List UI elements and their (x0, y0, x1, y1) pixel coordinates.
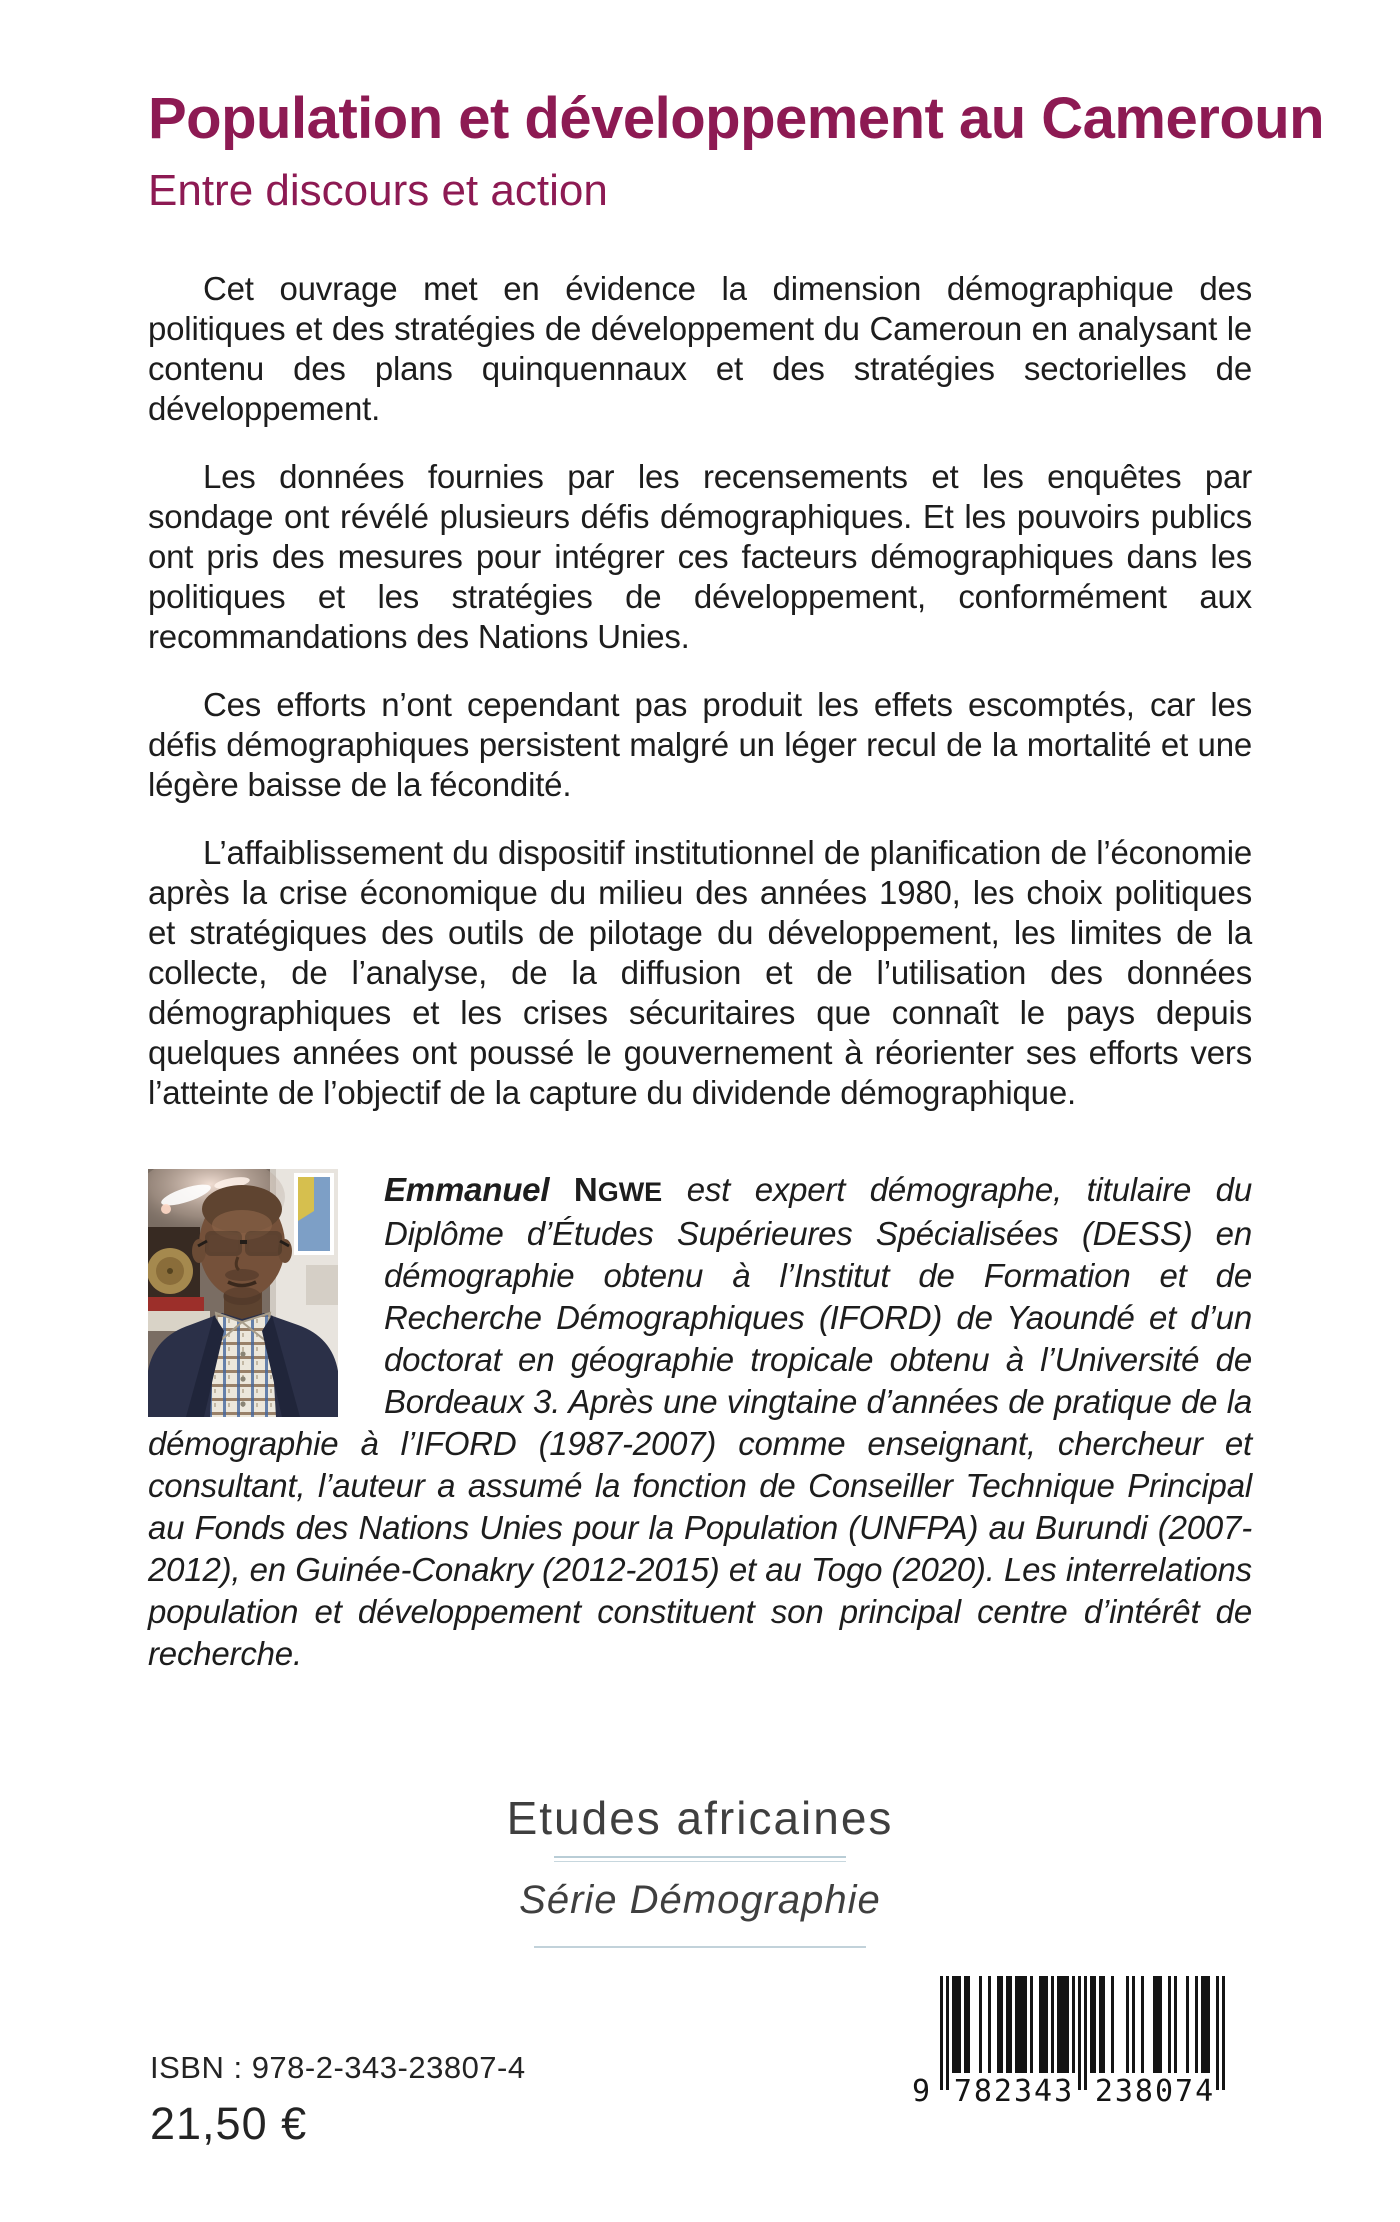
author-bio-section (148, 1169, 1252, 1675)
synopsis (148, 269, 1252, 1113)
author-photo (148, 1169, 338, 1417)
author-first-name: Emmanuel (384, 1171, 550, 1209)
synopsis-paragraph-3: Ces efforts n’ont cependant pas produit les effets escomptés, car les défis démographiques persistent malgré un léger recul de la mortalité et une légère baisse de la fécondité. (148, 686, 1252, 804)
barcode (910, 1976, 1232, 2112)
header (0, 0, 1400, 215)
collection-block (0, 1793, 1400, 1948)
book-title: Population et développement au Cameroun (148, 86, 1325, 151)
series-single-rule (534, 1946, 866, 1948)
book-subtitle: Entre discours et action (148, 165, 608, 215)
barcode-right-digits: 238074 (1094, 2074, 1216, 2109)
collection-double-rule (554, 1856, 846, 1862)
synopsis-paragraph-2: Les données fournies par les recensements et les enquêtes par sondage ont révélé plusieurs défis démographiques. Et les pouvoirs publics ont pris des mesures pour intégrer ces facteurs démographiques dans les politiques et les stratégies de développement, conformément aux recommandations des Nations Unies. (148, 458, 1252, 656)
series-name: Série Démographie (519, 1877, 881, 1922)
collection-name: Etudes africaines (506, 1792, 894, 1845)
barcode-digits (910, 2074, 1232, 2112)
barcode-lead-digit: 9 (912, 2074, 933, 2109)
price: 21,50 € (150, 2098, 308, 2149)
isbn-price-block (150, 2050, 526, 2150)
isbn-number: ISBN : 978-2-343-23807-4 (150, 2050, 526, 2085)
author-last-name: NGWE (573, 1171, 663, 1209)
synopsis-paragraph-1: Cet ouvrage met en évidence la dimension démographique des politiques et des stratégies de développement du Cameroun en analysant le contenu des plans quinquennaux et des stratégies sectorielles de développement. (148, 270, 1252, 428)
author-photo-illustration (148, 1169, 338, 1417)
synopsis-paragraph-4: L’affaiblissement du dispositif institutionnel de planification de l’économie après la crise économique du milieu des années 1980, les choix politiques et stratégiques des outils de pilotage du développement, les limites de la collecte, de l’analyse, de la diffusion et de l’utilisation des données démographiques et les crises sécuritaires que connaît le pays depuis quelques années ont poussé le gouvernement à réorienter ses efforts vers l’atteinte de l’objectif de la capture du dividende démographique. (148, 834, 1252, 1112)
barcode-left-digits: 782343 (953, 2074, 1075, 2109)
author-bio-body: est expert démographe, titulaire du Diplôme d’Études Supérieures Spécialisées (DESS) en démographie obtenu à l’Institut de Formation et de Recherche Démographiques (IFORD) de Yaoundé et d’un doctorat en géographie tropicale obtenu à l’Université de Bordeaux 3. Après une vingtaine d’années de pratique de la démographie à l’IFORD (1987-2007) comme enseignant, chercheur et consultant, l’auteur a assumé la fonction de Conseiller Technique Principal au Fonds des Nations Unies pour la Population (UNFPA) au Burundi (2007-2012), en Guinée-Conakry (2012-2015) et au Togo (2020). Les interrelations population et développement constituent son principal centre d’intérêt de recherche. (148, 1171, 1252, 1673)
